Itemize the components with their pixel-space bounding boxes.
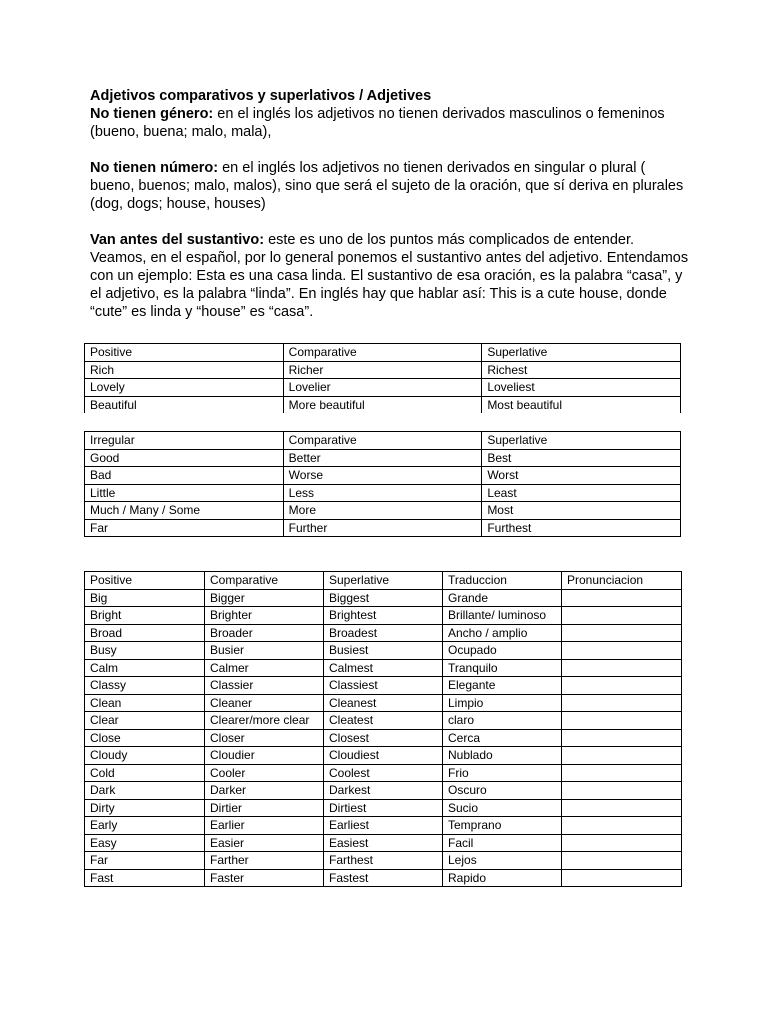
table-header-cell: Superlative bbox=[482, 432, 681, 450]
table-header-cell: Superlative bbox=[324, 572, 443, 590]
table-cell: Classier bbox=[205, 677, 324, 695]
table-cell: Far bbox=[85, 519, 284, 537]
table-cell: Bad bbox=[85, 467, 284, 485]
table-cell: Dirtier bbox=[205, 799, 324, 817]
table-cell: Cleaner bbox=[205, 694, 324, 712]
table-cell: Dark bbox=[85, 782, 205, 800]
table-cell: Bigger bbox=[205, 589, 324, 607]
table-cell: Broadest bbox=[324, 624, 443, 642]
table-cell bbox=[562, 869, 682, 887]
table-cell: Temprano bbox=[443, 817, 562, 835]
table-cell: Fast bbox=[85, 869, 205, 887]
table-cell: Busiest bbox=[324, 642, 443, 660]
table-header-row bbox=[85, 572, 682, 590]
table-cell: Most bbox=[482, 502, 681, 520]
table-header-cell: Positive bbox=[85, 572, 205, 590]
table-cell: Facil bbox=[443, 834, 562, 852]
table-row bbox=[85, 607, 682, 625]
table-cell bbox=[562, 642, 682, 660]
table-cell: Cold bbox=[85, 764, 205, 782]
table-row bbox=[85, 659, 682, 677]
table-header-cell: Comparative bbox=[283, 344, 482, 362]
table-cell: Lovelier bbox=[283, 379, 482, 397]
table-cell: Less bbox=[283, 484, 482, 502]
table-row bbox=[85, 677, 682, 695]
table-cell: Clearer/more clear bbox=[205, 712, 324, 730]
paragraph-gender-body: en el inglés los adjetivos no tienen derivados masculinos o femeninos (bueno, buena; malo, mala), bbox=[90, 106, 665, 140]
table-cell: Brillante/ luminoso bbox=[443, 607, 562, 625]
table-row bbox=[85, 694, 682, 712]
table-row bbox=[85, 519, 681, 537]
table-cell bbox=[562, 589, 682, 607]
table-cell: Biggest bbox=[324, 589, 443, 607]
table-cell: Closest bbox=[324, 729, 443, 747]
table-header-cell: Traduccion bbox=[443, 572, 562, 590]
table-cell bbox=[562, 852, 682, 870]
table-cell: Easier bbox=[205, 834, 324, 852]
table-header-cell: Comparative bbox=[283, 432, 482, 450]
table-cell: Oscuro bbox=[443, 782, 562, 800]
table-row bbox=[85, 834, 682, 852]
table-cell: Big bbox=[85, 589, 205, 607]
paragraph-gender-heading: No tienen género: bbox=[90, 106, 214, 122]
table-cell: Earlier bbox=[205, 817, 324, 835]
paragraph-number-heading: No tienen número: bbox=[90, 160, 219, 176]
table-row bbox=[85, 589, 682, 607]
table-cell: Darkest bbox=[324, 782, 443, 800]
table-cell: Good bbox=[85, 449, 284, 467]
table-cell: Richer bbox=[283, 361, 482, 379]
table-cell: Calmest bbox=[324, 659, 443, 677]
table-cell: Farther bbox=[205, 852, 324, 870]
table-cell: Busier bbox=[205, 642, 324, 660]
table-cell: Broader bbox=[205, 624, 324, 642]
table-cell: Early bbox=[85, 817, 205, 835]
table-row bbox=[85, 502, 681, 520]
table-cell: Worse bbox=[283, 467, 482, 485]
table-cell: Elegante bbox=[443, 677, 562, 695]
table-cell: Cooler bbox=[205, 764, 324, 782]
table-cell bbox=[562, 677, 682, 695]
table-cell: Close bbox=[85, 729, 205, 747]
table-cell: Lejos bbox=[443, 852, 562, 870]
table-cell bbox=[562, 624, 682, 642]
table-header-cell: Irregular bbox=[85, 432, 284, 450]
table-cell: Calmer bbox=[205, 659, 324, 677]
table-cell: Frio bbox=[443, 764, 562, 782]
table-cell: Cloudier bbox=[205, 747, 324, 765]
table-header-cell: Comparative bbox=[205, 572, 324, 590]
table-cell: Ancho / amplio bbox=[443, 624, 562, 642]
table-cell: Coolest bbox=[324, 764, 443, 782]
table-cell bbox=[562, 659, 682, 677]
table-cell: Calm bbox=[85, 659, 205, 677]
table-row bbox=[85, 817, 682, 835]
table-cell: Cloudiest bbox=[324, 747, 443, 765]
table-cell: Clean bbox=[85, 694, 205, 712]
table-cell: Beautiful bbox=[85, 396, 284, 413]
table-cell: Cleanest bbox=[324, 694, 443, 712]
table-row bbox=[85, 852, 682, 870]
adjectives-vocabulary-table bbox=[84, 571, 682, 887]
paragraph-gender bbox=[90, 105, 690, 141]
table-cell: Easy bbox=[85, 834, 205, 852]
table-cell: Rapido bbox=[443, 869, 562, 887]
table-cell: More bbox=[283, 502, 482, 520]
regular-adjectives-table bbox=[84, 343, 681, 413]
paragraph-number-body: en el inglés los adjetivos no tienen derivados en singular o plural ( bueno, buenos; malo, malos), sino que será el sujeto de la oración, que sí deriva en plurales (dog, dogs; house, houses) bbox=[90, 160, 684, 212]
table-header-cell: Superlative bbox=[482, 344, 681, 362]
table-header-cell: Positive bbox=[85, 344, 284, 362]
table-cell: Dirty bbox=[85, 799, 205, 817]
table-cell: Farthest bbox=[324, 852, 443, 870]
table-cell: Earliest bbox=[324, 817, 443, 835]
table-row bbox=[85, 379, 681, 397]
table-cell: claro bbox=[443, 712, 562, 730]
table-row bbox=[85, 396, 681, 413]
table-cell bbox=[562, 747, 682, 765]
table-cell: Rich bbox=[85, 361, 284, 379]
table-cell: Busy bbox=[85, 642, 205, 660]
table-cell: Limpio bbox=[443, 694, 562, 712]
table-cell: Nublado bbox=[443, 747, 562, 765]
table-row bbox=[85, 642, 682, 660]
table-row bbox=[85, 729, 682, 747]
table-cell: Faster bbox=[205, 869, 324, 887]
table-cell bbox=[562, 764, 682, 782]
table-cell: Better bbox=[283, 449, 482, 467]
table-cell bbox=[562, 694, 682, 712]
table-cell: Darker bbox=[205, 782, 324, 800]
table-row bbox=[85, 467, 681, 485]
table-cell: Brightest bbox=[324, 607, 443, 625]
table-row bbox=[85, 764, 682, 782]
table-cell: Much / Many / Some bbox=[85, 502, 284, 520]
paragraph-position-heading: Van antes del sustantivo: bbox=[90, 232, 265, 248]
table-cell: Easiest bbox=[324, 834, 443, 852]
table-cell bbox=[562, 607, 682, 625]
irregular-adjectives-table bbox=[84, 431, 681, 537]
table-cell: Broad bbox=[85, 624, 205, 642]
table-cell: Richest bbox=[482, 361, 681, 379]
table-cell: Fastest bbox=[324, 869, 443, 887]
table-cell: Ocupado bbox=[443, 642, 562, 660]
table-cell: Furthest bbox=[482, 519, 681, 537]
table-cell: Little bbox=[85, 484, 284, 502]
table-cell: Least bbox=[482, 484, 681, 502]
table-cell: Dirtiest bbox=[324, 799, 443, 817]
table-header-row bbox=[85, 432, 681, 450]
table-row bbox=[85, 782, 682, 800]
table-cell: Far bbox=[85, 852, 205, 870]
paragraph-number bbox=[90, 159, 690, 213]
intro-text bbox=[90, 87, 690, 321]
table-row bbox=[85, 361, 681, 379]
table-row bbox=[85, 484, 681, 502]
table-row bbox=[85, 624, 682, 642]
table-cell: Brighter bbox=[205, 607, 324, 625]
table-cell: Most beautiful bbox=[482, 396, 681, 413]
table-row bbox=[85, 869, 682, 887]
table-cell: Classy bbox=[85, 677, 205, 695]
table-cell bbox=[562, 782, 682, 800]
table-row bbox=[85, 747, 682, 765]
paragraph-position bbox=[90, 231, 690, 321]
table-cell: Cleatest bbox=[324, 712, 443, 730]
table-cell: Closer bbox=[205, 729, 324, 747]
table-cell: Tranquilo bbox=[443, 659, 562, 677]
table-row bbox=[85, 712, 682, 730]
table-cell: Further bbox=[283, 519, 482, 537]
table-row bbox=[85, 449, 681, 467]
paragraph-position-body: este es uno de los puntos más complicados de entender. Veamos, en el español, por lo general ponemos el sustantivo antes del adjetivo. Entendamos con un ejemplo: Esta es una casa linda. El sustantivo de esa oración, es la palabra “casa”, y el adjetivo, es la palabra “linda”. En inglés hay que hablar así: This is a cute house, donde “cute” es linda y “house” es “casa”. bbox=[90, 232, 689, 320]
table-cell bbox=[562, 817, 682, 835]
table-cell: Bright bbox=[85, 607, 205, 625]
table-cell bbox=[562, 834, 682, 852]
table-cell: Cerca bbox=[443, 729, 562, 747]
table-cell: Sucio bbox=[443, 799, 562, 817]
table-cell: Best bbox=[482, 449, 681, 467]
table-cell: Classiest bbox=[324, 677, 443, 695]
table-cell: Lovely bbox=[85, 379, 284, 397]
table-row bbox=[85, 799, 682, 817]
table-cell: Grande bbox=[443, 589, 562, 607]
table-header-row bbox=[85, 344, 681, 362]
table-cell bbox=[562, 729, 682, 747]
table-cell bbox=[562, 712, 682, 730]
document-title: Adjetivos comparativos y superlativos / Adjetives bbox=[90, 88, 432, 104]
table-cell: Worst bbox=[482, 467, 681, 485]
table-cell: More beautiful bbox=[283, 396, 482, 413]
table-cell: Cloudy bbox=[85, 747, 205, 765]
table-cell bbox=[562, 799, 682, 817]
table-header-cell: Pronunciacion bbox=[562, 572, 682, 590]
table-cell: Clear bbox=[85, 712, 205, 730]
table-cell: Loveliest bbox=[482, 379, 681, 397]
